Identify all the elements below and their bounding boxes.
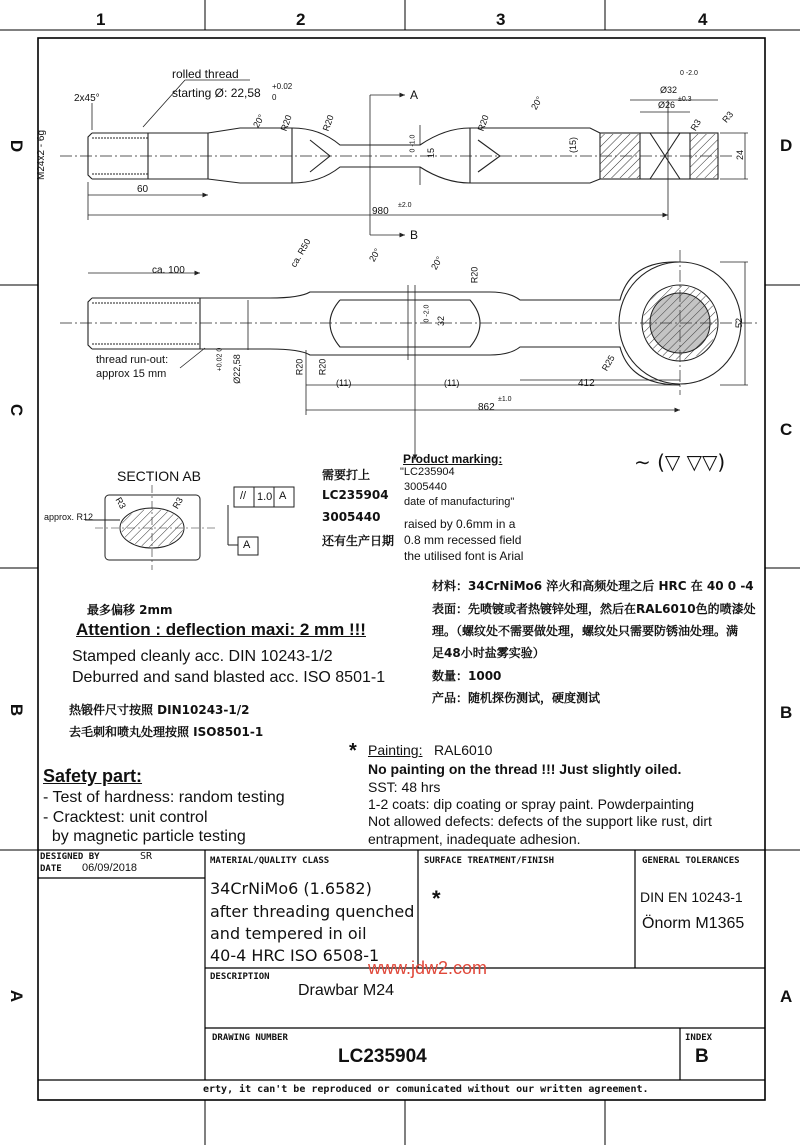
- v1-ang20a: 20°: [251, 112, 267, 130]
- v2-dim11b: (11): [444, 378, 460, 388]
- v1-ang20b: 20°: [529, 94, 545, 112]
- runout-label-2: approx 15 mm: [96, 368, 167, 380]
- date-label: DATE: [40, 864, 62, 874]
- v2-dim52: 52: [734, 317, 745, 329]
- tol980-label: ±2.0: [398, 202, 412, 209]
- surface-finish-symbol: ∼ (▽ ▽▽): [634, 450, 726, 474]
- starting-tol-up: +0.02: [272, 82, 293, 91]
- section-r12: approx. R12: [44, 512, 94, 522]
- section-ab-title: SECTION AB: [117, 468, 202, 484]
- v2-dim412: 412: [578, 378, 595, 389]
- index-label: INDEX: [685, 1033, 713, 1043]
- watermark: www.jdw2.com: [368, 958, 488, 978]
- starting-dia-label: starting Ø: 22,58: [172, 86, 261, 100]
- painting-star: *: [349, 740, 357, 762]
- zone-right-a: A: [780, 987, 793, 1006]
- material-line-4: 40-4 HRC ISO 6508-1: [210, 946, 380, 965]
- len980-label: 980: [372, 206, 389, 217]
- designed-by-label: DESIGNED BY: [40, 852, 100, 862]
- zone-right-b: B: [780, 703, 793, 722]
- v2-dim32: 32: [436, 315, 447, 327]
- v1-tol15: 0 -1.0: [409, 134, 417, 153]
- material-line-1: 34CrNiMo6 (1.6582): [210, 879, 372, 898]
- zone-right-c: C: [780, 420, 793, 439]
- v2-dim11a: (11): [336, 378, 352, 388]
- stamped-note: Stamped cleanly acc. DIN 10243-1/2: [72, 648, 333, 665]
- chamfer-label: 2x45°: [74, 93, 100, 104]
- cn-forge: 热锻件尺寸按照 DIN10243-1/2: [69, 703, 250, 717]
- zone-left-a: A: [7, 989, 27, 1003]
- starting-tol-lo: 0: [272, 93, 277, 102]
- frame-tol: 1.0: [257, 491, 273, 503]
- marking-cn-1: 需要打上: [322, 468, 371, 482]
- zone-left-c: C: [7, 403, 27, 417]
- crack-note-1: - Cracktest: unit control: [43, 809, 208, 826]
- cn-qty: 数量：1000: [432, 669, 502, 683]
- deburred-note: Deburred and sand blasted acc. ISO 8501-1: [72, 669, 386, 686]
- zone-left-d: D: [7, 139, 27, 153]
- v2-ca-r50: ca. R50: [288, 237, 313, 269]
- rolled-thread-label: rolled thread: [172, 67, 239, 81]
- material-label: MATERIAL/QUALITY CLASS: [210, 856, 330, 866]
- v2-ang20b: 20°: [429, 254, 445, 272]
- coats-note: 1-2 coats: dip coating or spray paint. Powderpainting: [368, 796, 695, 812]
- cn-surface-3: 足48小时盐雾实验）: [432, 646, 545, 660]
- v1-dim15p: (15): [568, 136, 579, 154]
- marking-line-1: "LC235904: [400, 466, 455, 478]
- zone-left-b: B: [7, 703, 27, 717]
- sst-note: SST: 48 hrs: [368, 779, 441, 795]
- v1-dim24: 24: [735, 149, 746, 161]
- v2-r20c: R20: [317, 358, 328, 376]
- v1-dia26: Ø26: [658, 100, 676, 110]
- v1-dia15: 15: [426, 147, 437, 159]
- no-paint-note: No painting on the thread !!! Just slightly oiled.: [368, 761, 682, 777]
- material-line-2: after threading quenched: [210, 902, 415, 921]
- v2-r20b: R20: [294, 358, 305, 376]
- cn-deflect: 最多偏移 2mm: [87, 603, 173, 617]
- zone-right-d: D: [780, 136, 793, 155]
- marking-cn-3: 3005440: [322, 510, 381, 524]
- marking-line-4: raised by 0.6mm in a: [404, 517, 516, 531]
- v2-dia2258: Ø22,58: [231, 354, 242, 384]
- v2-ca100: ca. 100: [152, 265, 185, 276]
- zone-top-4: 4: [698, 10, 708, 29]
- marking-line-2: 3005440: [404, 481, 447, 493]
- cn-blast: 去毛刺和喷丸处理按照 ISO8501-1: [69, 725, 264, 739]
- v1-tol32: 0 -2.0: [680, 70, 698, 77]
- section-r3a: R3: [113, 495, 128, 511]
- cn-surface-2: 理。（螺纹处不需要做处理，螺纹处只需要防锈油处理。满: [432, 624, 739, 638]
- section-a-marker: A: [410, 88, 419, 102]
- cn-surface: 表面：先喷镀或者热镀锌处理，然后在RAL6010色的喷漆处: [432, 602, 756, 616]
- tolerance-line-1: DIN EN 10243-1: [640, 889, 743, 905]
- defects-note-2: entrapment, inadequate adhesion.: [368, 831, 581, 847]
- v2-r25: R25: [599, 353, 617, 373]
- v2-ang20a: 20°: [367, 246, 383, 264]
- v1-r20a: R20: [278, 113, 294, 133]
- date-value: 06/09/2018: [82, 862, 138, 874]
- designed-by-value: SR: [140, 851, 153, 862]
- v2-tol862: ±1.0: [498, 396, 512, 403]
- safety-heading: Safety part:: [43, 766, 143, 786]
- material-line-3: and tempered in oil: [210, 924, 367, 943]
- hardness-note: - Test of hardness: random testing: [43, 789, 285, 806]
- thread-label: M24x2 - 6g: [36, 129, 47, 180]
- zone-top-2: 2: [296, 10, 306, 29]
- marking-cn-2: LC235904: [322, 488, 389, 502]
- description-label: DESCRIPTION: [210, 972, 270, 982]
- tolerance-line-2: Önorm M1365: [642, 915, 745, 932]
- section-b-marker: B: [410, 228, 419, 242]
- painting-value: RAL6010: [434, 742, 493, 758]
- crack-note-2: by magnetic particle testing: [43, 828, 246, 845]
- drawing-number-value: LC235904: [338, 1046, 427, 1067]
- zone-top-1: 1: [96, 10, 106, 29]
- marking-line-3: date of manufacturing": [404, 496, 515, 508]
- surface-treatment-value: *: [432, 886, 441, 911]
- surface-treatment-label: SURFACE TREATMENT/FINISH: [424, 856, 555, 866]
- copyright-footer: erty, it can't be reproduced or comunicated without our written agreement.: [203, 1084, 649, 1095]
- marking-line-6: the utilised font is Arial: [404, 549, 524, 563]
- runout-label-1: thread run-out:: [96, 354, 169, 366]
- index-value: B: [695, 1046, 709, 1067]
- defects-note-1: Not allowed defects: defects of the support like rust, dirt: [368, 813, 712, 829]
- description-value: Drawbar M24: [298, 982, 395, 999]
- cn-product: 产品：随机探伤测试，硬度测试: [432, 691, 601, 705]
- frame-ref: A: [279, 490, 287, 502]
- marking-line-5: 0.8 mm recessed field: [404, 533, 522, 547]
- v2-dim862: 862: [478, 402, 495, 413]
- v2-tol2258: +0.02 0: [216, 347, 224, 372]
- datum-a: A: [243, 539, 251, 551]
- zone-top-3: 3: [496, 10, 506, 29]
- len60-label: 60: [137, 184, 149, 195]
- painting-label: Painting:: [368, 742, 423, 758]
- section-r3b: R3: [170, 495, 185, 511]
- v1-r3a: R3: [688, 117, 703, 133]
- marking-cn-4: 还有生产日期: [322, 534, 395, 548]
- attention-note: Attention : deflection maxi: 2 mm !!!: [76, 620, 366, 639]
- v1-r20c: R20: [475, 113, 491, 133]
- cn-material: 材料：34CrNiMo6 淬火和高频处理之后 HRC 在 40 0 -4: [432, 579, 754, 593]
- v1-tol26: ±0.3: [678, 96, 692, 103]
- drawing-number-label: DRAWING NUMBER: [212, 1033, 288, 1043]
- v1-r20b: R20: [320, 113, 336, 133]
- marking-title: Product marking:: [403, 452, 503, 466]
- v2-tol32: 0 -2.0: [423, 304, 431, 323]
- frame-sym: //: [240, 490, 247, 502]
- v2-r20a: R20: [469, 266, 480, 284]
- v1-dia32: Ø32: [660, 85, 678, 95]
- general-tolerances-label: GENERAL TOLERANCES: [642, 856, 740, 866]
- v1-r3b: R3: [720, 109, 736, 125]
